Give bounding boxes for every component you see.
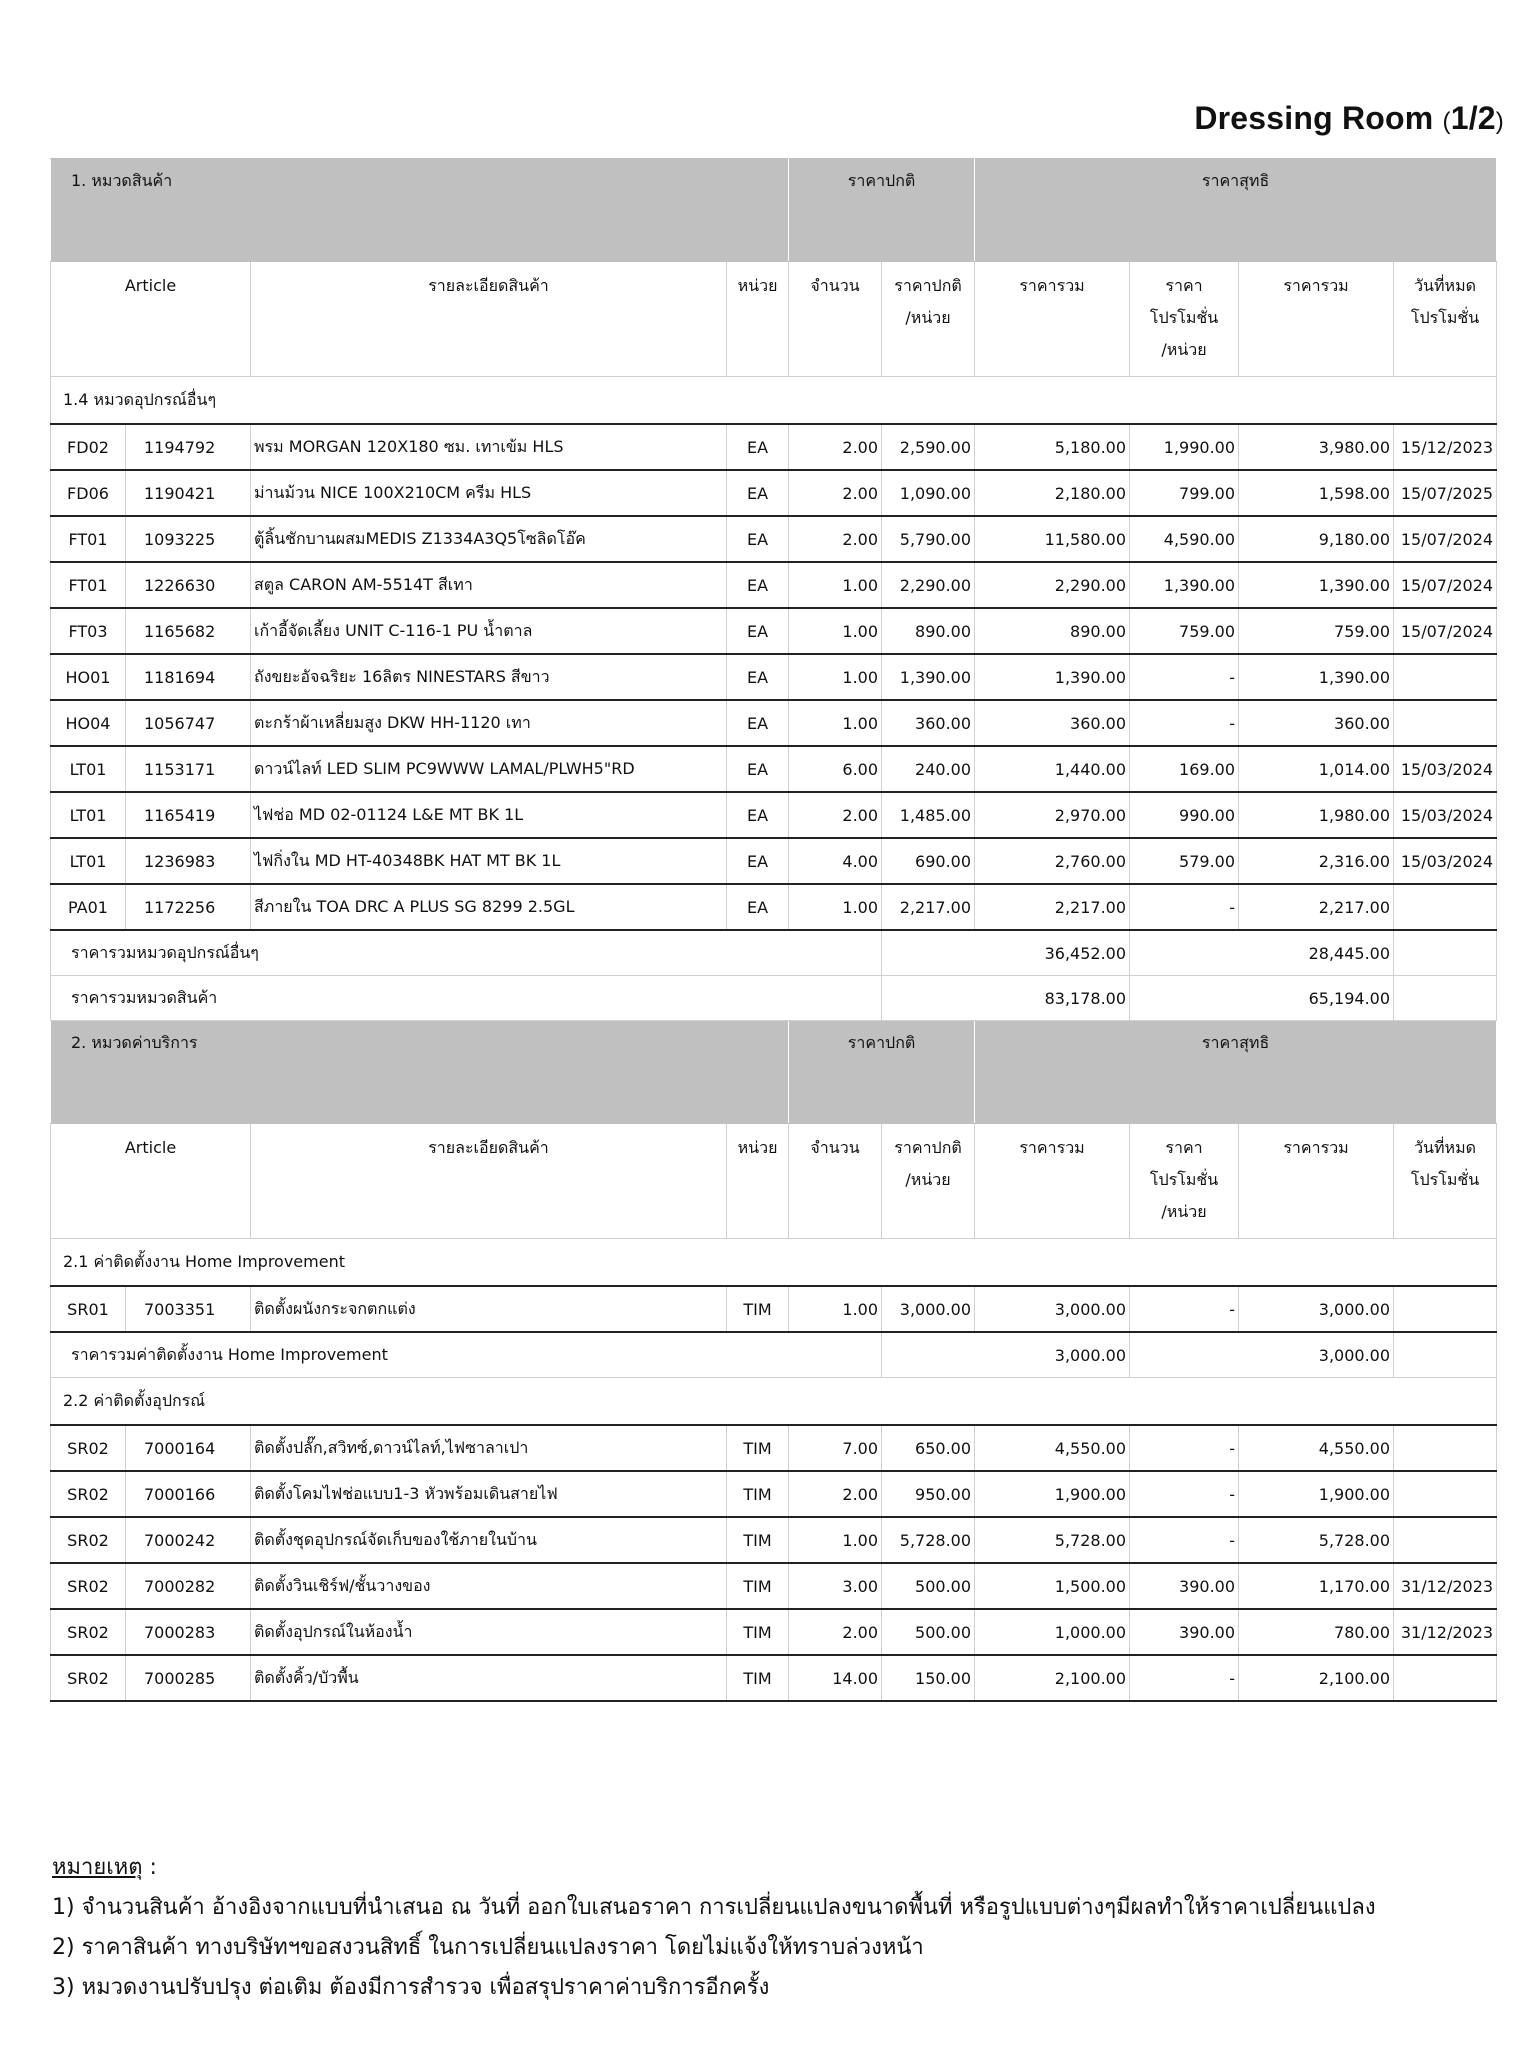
item-promo-price: - (1130, 884, 1239, 930)
item-net-total: 1,390.00 (1239, 562, 1394, 608)
item-promo-price: - (1130, 1655, 1239, 1701)
section-total-net: 65,194.00 (1130, 976, 1394, 1021)
item-promo-end (1394, 654, 1497, 700)
regular-price-header: ราคาปกติ (789, 1021, 975, 1124)
item-promo-end: 31/12/2023 (1394, 1609, 1497, 1655)
item-code: SR02 (51, 1471, 126, 1517)
table-row (51, 608, 1497, 654)
item-promo-end (1394, 1425, 1497, 1471)
col-description: รายละเอียดสินค้า (251, 1124, 727, 1239)
item-promo-price: 579.00 (1130, 838, 1239, 884)
item-code: LT01 (51, 838, 126, 884)
table-row (51, 654, 1497, 700)
item-unit-price: 2,217.00 (882, 884, 975, 930)
item-unit: EA (727, 470, 789, 516)
note-line: 3) หมวดงานปรับปรุง ต่อเติม ต้องมีการสำรวจ เพื่อสรุปราคาค่าบริการอีกครั้ง (52, 1975, 770, 2000)
item-net-total: 9,180.00 (1239, 516, 1394, 562)
item-net-total: 1,170.00 (1239, 1563, 1394, 1609)
section-total-regular: 83,178.00 (882, 976, 1130, 1021)
item-description: ถังขยะอัจฉริยะ 16ลิตร NINESTARS สีขาว (251, 654, 727, 700)
item-article: 1194792 (126, 424, 251, 470)
table-row (51, 884, 1497, 930)
table-row (51, 1471, 1497, 1517)
section-total-label: ราคารวมหมวดสินค้า (51, 976, 882, 1021)
item-qty: 7.00 (789, 1425, 882, 1471)
group-title: 1.4 หมวดอุปกรณ์อื่นๆ (51, 377, 1497, 425)
item-promo-end (1394, 1286, 1497, 1332)
table-row (51, 1425, 1497, 1471)
item-code: FD02 (51, 424, 126, 470)
item-total: 360.00 (975, 700, 1130, 746)
item-net-total: 2,316.00 (1239, 838, 1394, 884)
item-promo-end: 31/12/2023 (1394, 1563, 1497, 1609)
item-description: ตู้ลิ้นชักบานผสมMEDIS Z1334A3Q5โซลิดโอ๊ค (251, 516, 727, 562)
item-unit: EA (727, 700, 789, 746)
item-unit-price: 3,000.00 (882, 1286, 975, 1332)
item-description: ติดตั้งวินเชิร์ฟ/ชั้นวางของ (251, 1563, 727, 1609)
item-total: 1,440.00 (975, 746, 1130, 792)
item-promo-end (1394, 700, 1497, 746)
item-unit: EA (727, 562, 789, 608)
item-qty: 6.00 (789, 746, 882, 792)
item-code: SR02 (51, 1563, 126, 1609)
item-article: 7000282 (126, 1563, 251, 1609)
item-qty: 3.00 (789, 1563, 882, 1609)
item-net-total: 360.00 (1239, 700, 1394, 746)
item-net-total: 1,390.00 (1239, 654, 1394, 700)
item-promo-price: - (1130, 700, 1239, 746)
item-promo-end (1394, 1471, 1497, 1517)
section-total-row (51, 976, 1497, 1021)
item-article: 7000242 (126, 1517, 251, 1563)
header-line: วันที่หมด (1414, 1138, 1477, 1157)
group-total-empty (1394, 930, 1497, 976)
table-row (51, 700, 1497, 746)
item-description: สีภายใน TOA DRC A PLUS SG 8299 2.5GL (251, 884, 727, 930)
group-total-regular: 3,000.00 (882, 1332, 1130, 1378)
item-article: 1226630 (126, 562, 251, 608)
item-code: LT01 (51, 746, 126, 792)
item-unit: TIM (727, 1655, 789, 1701)
col-description: รายละเอียดสินค้า (251, 262, 727, 377)
section-total-empty (1394, 976, 1497, 1021)
item-qty: 2.00 (789, 1471, 882, 1517)
item-article: 1190421 (126, 470, 251, 516)
item-net-total: 2,100.00 (1239, 1655, 1394, 1701)
notes-section (52, 1848, 1376, 2008)
item-net-total: 1,014.00 (1239, 746, 1394, 792)
group-total-net: 28,445.00 (1130, 930, 1394, 976)
col-promo-end (1394, 1124, 1497, 1239)
table-row (51, 1609, 1497, 1655)
item-description: ติดตั้งคิ้ว/บัวพื้น (251, 1655, 727, 1701)
group-title: 2.2 ค่าติดตั้งอุปกรณ์ (51, 1378, 1497, 1426)
group-total-row (51, 930, 1497, 976)
item-code: FD06 (51, 470, 126, 516)
page-title (1194, 100, 1504, 137)
item-net-total: 780.00 (1239, 1609, 1394, 1655)
item-code: SR02 (51, 1609, 126, 1655)
item-unit-price: 500.00 (882, 1609, 975, 1655)
header-line: โปรโมชั่น (1149, 1170, 1219, 1189)
item-qty: 2.00 (789, 470, 882, 516)
item-unit: EA (727, 516, 789, 562)
item-description: ไฟช่อ MD 02-01124 L&E MT BK 1L (251, 792, 727, 838)
item-total: 2,290.00 (975, 562, 1130, 608)
item-promo-price: - (1130, 654, 1239, 700)
item-code: SR02 (51, 1655, 126, 1701)
item-unit: EA (727, 608, 789, 654)
header-line: โปรโมชั่น (1410, 1170, 1480, 1189)
item-qty: 2.00 (789, 424, 882, 470)
item-code: SR02 (51, 1425, 126, 1471)
item-code: FT03 (51, 608, 126, 654)
item-qty: 2.00 (789, 792, 882, 838)
item-qty: 1.00 (789, 654, 882, 700)
header-line: /หน่วย (1161, 340, 1207, 359)
item-total: 1,900.00 (975, 1471, 1130, 1517)
group-header-row (51, 377, 1497, 425)
item-unit-price: 5,728.00 (882, 1517, 975, 1563)
item-unit-price: 2,590.00 (882, 424, 975, 470)
note-line: 1) จำนวนสินค้า อ้างอิงจากแบบที่นำเสนอ ณ วันที่ ออกใบเสนอราคา การเปลี่ยนแปลงขนาดพื้นที่ หรือรูปแบบต่างๆมีผลทำให้ราคาเปลี่ยนแปลง (52, 1895, 1376, 1920)
item-article: 7000164 (126, 1425, 251, 1471)
item-net-total: 5,728.00 (1239, 1517, 1394, 1563)
item-description: ตะกร้าผ้าเหลี่ยมสูง DKW HH-1120 เทา (251, 700, 727, 746)
item-promo-end: 15/03/2024 (1394, 746, 1497, 792)
item-total: 1,390.00 (975, 654, 1130, 700)
table-row (51, 746, 1497, 792)
group-header-row (51, 1239, 1497, 1287)
item-qty: 1.00 (789, 1517, 882, 1563)
item-code: FT01 (51, 562, 126, 608)
item-description: สตูล CARON AM-5514T สีเทา (251, 562, 727, 608)
item-qty: 2.00 (789, 1609, 882, 1655)
table-row (51, 1286, 1497, 1332)
item-code: SR01 (51, 1286, 126, 1332)
title-page-number: 1/2 (1450, 100, 1496, 136)
header-line: ราคา (1165, 1138, 1203, 1157)
col-qty: จำนวน (789, 1124, 882, 1239)
item-unit: TIM (727, 1563, 789, 1609)
title-main: Dressing Room (1194, 100, 1434, 136)
section-header-row (51, 159, 1497, 262)
item-code: SR02 (51, 1517, 126, 1563)
item-qty: 1.00 (789, 562, 882, 608)
table-row (51, 1655, 1497, 1701)
item-promo-price: 799.00 (1130, 470, 1239, 516)
item-description: เก้าอี้จัดเลี้ยง UNIT C-116-1 PU น้ำตาล (251, 608, 727, 654)
item-code: HO04 (51, 700, 126, 746)
item-total: 2,760.00 (975, 838, 1130, 884)
item-promo-price: - (1130, 1471, 1239, 1517)
item-total: 1,500.00 (975, 1563, 1130, 1609)
col-article: Article (51, 262, 251, 377)
item-article: 1181694 (126, 654, 251, 700)
section-title: 2. หมวดค่าบริการ (51, 1021, 789, 1124)
note-line: 2) ราคาสินค้า ทางบริษัทฯขอสงวนสิทธิ์ ในการเปลี่ยนแปลงราคา โดยไม่แจ้งให้ทราบล่วงหน้า (52, 1935, 924, 1960)
section-title: 1. หมวดสินค้า (51, 159, 789, 262)
regular-price-header: ราคาปกติ (789, 159, 975, 262)
item-article: 1093225 (126, 516, 251, 562)
item-promo-price: 390.00 (1130, 1609, 1239, 1655)
col-net-total: ราคารวม (1239, 262, 1394, 377)
item-total: 3,000.00 (975, 1286, 1130, 1332)
group-total-row (51, 1332, 1497, 1378)
item-qty: 1.00 (789, 608, 882, 654)
item-description: ดาวน์ไลท์ LED SLIM PC9WWW LAMAL/PLWH5"RD (251, 746, 727, 792)
item-net-total: 2,217.00 (1239, 884, 1394, 930)
item-unit: TIM (727, 1471, 789, 1517)
section-header-row (51, 1021, 1497, 1124)
item-description: ติดตั้งชุดอุปกรณ์จัดเก็บของใช้ภายในบ้าน (251, 1517, 727, 1563)
item-promo-price: - (1130, 1517, 1239, 1563)
col-unit: หน่วย (727, 262, 789, 377)
item-unit: EA (727, 838, 789, 884)
col-promo-price (1130, 262, 1239, 377)
header-line: /หน่วย (1161, 1202, 1207, 1221)
item-promo-end: 15/07/2024 (1394, 608, 1497, 654)
table-row (51, 424, 1497, 470)
item-unit-price: 150.00 (882, 1655, 975, 1701)
item-article: 7000283 (126, 1609, 251, 1655)
item-promo-price: - (1130, 1286, 1239, 1332)
item-code: LT01 (51, 792, 126, 838)
item-total: 4,550.00 (975, 1425, 1130, 1471)
header-line: /หน่วย (905, 1170, 951, 1189)
header-line: ราคาปกติ (894, 276, 962, 295)
item-promo-end (1394, 884, 1497, 930)
item-total: 1,000.00 (975, 1609, 1130, 1655)
item-unit-price: 1,485.00 (882, 792, 975, 838)
header-line: /หน่วย (905, 308, 951, 327)
header-line: วันที่หมด (1414, 276, 1477, 295)
item-article: 1172256 (126, 884, 251, 930)
item-promo-price: 1,990.00 (1130, 424, 1239, 470)
item-article: 7000166 (126, 1471, 251, 1517)
item-unit-price: 1,090.00 (882, 470, 975, 516)
item-qty: 4.00 (789, 838, 882, 884)
col-unit: หน่วย (727, 1124, 789, 1239)
item-article: 7000285 (126, 1655, 251, 1701)
title-paren-close: ) (1495, 108, 1504, 135)
item-description: ติดตั้งผนังกระจกตกแต่ง (251, 1286, 727, 1332)
item-unit-price: 890.00 (882, 608, 975, 654)
col-unit-price (882, 1124, 975, 1239)
item-total: 11,580.00 (975, 516, 1130, 562)
col-total: ราคารวม (975, 1124, 1130, 1239)
item-promo-price: 390.00 (1130, 1563, 1239, 1609)
col-total: ราคารวม (975, 262, 1130, 377)
group-header-row (51, 1378, 1497, 1426)
item-promo-end (1394, 1655, 1497, 1701)
item-unit-price: 500.00 (882, 1563, 975, 1609)
item-unit: TIM (727, 1609, 789, 1655)
col-promo-price (1130, 1124, 1239, 1239)
item-article: 7003351 (126, 1286, 251, 1332)
item-description: พรม MORGAN 120X180 ซม. เทาเข้ม HLS (251, 424, 727, 470)
title-paren-open: ( (1442, 108, 1451, 135)
table-row (51, 838, 1497, 884)
table-row (51, 470, 1497, 516)
item-unit-price: 950.00 (882, 1471, 975, 1517)
net-price-header: ราคาสุทธิ (975, 159, 1497, 262)
col-unit-price (882, 262, 975, 377)
item-qty: 1.00 (789, 884, 882, 930)
item-promo-end (1394, 1517, 1497, 1563)
item-net-total: 1,598.00 (1239, 470, 1394, 516)
group-total-net: 3,000.00 (1130, 1332, 1394, 1378)
table-row (51, 562, 1497, 608)
item-unit-price: 360.00 (882, 700, 975, 746)
item-promo-price: 169.00 (1130, 746, 1239, 792)
item-code: PA01 (51, 884, 126, 930)
item-total: 5,180.00 (975, 424, 1130, 470)
item-article: 1165682 (126, 608, 251, 654)
group-total-empty (1394, 1332, 1497, 1378)
item-description: ติดตั้งอุปกรณ์ในห้องน้ำ (251, 1609, 727, 1655)
item-article: 1056747 (126, 700, 251, 746)
item-promo-price: 990.00 (1130, 792, 1239, 838)
item-promo-price: - (1130, 1425, 1239, 1471)
item-qty: 14.00 (789, 1655, 882, 1701)
item-qty: 1.00 (789, 1286, 882, 1332)
item-unit: EA (727, 746, 789, 792)
header-line: โปรโมชั่น (1410, 308, 1480, 327)
group-total-label: ราคารวมหมวดอุปกรณ์อื่นๆ (51, 930, 882, 976)
col-article: Article (51, 1124, 251, 1239)
item-article: 1153171 (126, 746, 251, 792)
item-unit: TIM (727, 1286, 789, 1332)
item-net-total: 3,980.00 (1239, 424, 1394, 470)
item-qty: 2.00 (789, 516, 882, 562)
notes-colon: : (142, 1855, 157, 1880)
item-description: ม่านม้วน NICE 100X210CM ครีม HLS (251, 470, 727, 516)
item-unit: TIM (727, 1517, 789, 1563)
item-total: 2,100.00 (975, 1655, 1130, 1701)
item-promo-end: 15/03/2024 (1394, 838, 1497, 884)
item-unit-price: 1,390.00 (882, 654, 975, 700)
item-promo-end: 15/03/2024 (1394, 792, 1497, 838)
column-header-row (51, 1124, 1497, 1239)
header-line: ราคา (1165, 276, 1203, 295)
item-unit-price: 690.00 (882, 838, 975, 884)
col-net-total: ราคารวม (1239, 1124, 1394, 1239)
item-unit: EA (727, 424, 789, 470)
item-unit: EA (727, 792, 789, 838)
item-total: 890.00 (975, 608, 1130, 654)
group-title: 2.1 ค่าติดตั้งงาน Home Improvement (51, 1239, 1497, 1287)
item-article: 1236983 (126, 838, 251, 884)
item-description: ติดตั้งปลั๊ก,สวิทซ์,ดาวน์ไลท์,ไฟซาลาเปา (251, 1425, 727, 1471)
header-line: ราคาปกติ (894, 1138, 962, 1157)
item-promo-end: 15/07/2025 (1394, 470, 1497, 516)
item-code: HO01 (51, 654, 126, 700)
item-unit: EA (727, 654, 789, 700)
column-header-row (51, 262, 1497, 377)
item-promo-end: 15/12/2023 (1394, 424, 1497, 470)
item-net-total: 759.00 (1239, 608, 1394, 654)
col-qty: จำนวน (789, 262, 882, 377)
item-promo-price: 4,590.00 (1130, 516, 1239, 562)
item-promo-end: 15/07/2024 (1394, 562, 1497, 608)
item-unit-price: 650.00 (882, 1425, 975, 1471)
item-unit-price: 5,790.00 (882, 516, 975, 562)
item-promo-end: 15/07/2024 (1394, 516, 1497, 562)
notes-heading: หมายเหตุ (52, 1855, 143, 1880)
item-unit-price: 240.00 (882, 746, 975, 792)
table-row (51, 516, 1497, 562)
item-unit-price: 2,290.00 (882, 562, 975, 608)
table-row (51, 1517, 1497, 1563)
item-total: 5,728.00 (975, 1517, 1130, 1563)
item-description: ไฟกิ่งใน MD HT-40348BK HAT MT BK 1L (251, 838, 727, 884)
item-net-total: 1,980.00 (1239, 792, 1394, 838)
item-net-total: 3,000.00 (1239, 1286, 1394, 1332)
item-unit: EA (727, 884, 789, 930)
group-total-regular: 36,452.00 (882, 930, 1130, 976)
group-total-label: ราคารวมค่าติดตั้งงาน Home Improvement (51, 1332, 882, 1378)
quotation-table (50, 158, 1497, 1702)
item-total: 2,180.00 (975, 470, 1130, 516)
item-article: 1165419 (126, 792, 251, 838)
header-line: โปรโมชั่น (1149, 308, 1219, 327)
table-row (51, 792, 1497, 838)
item-net-total: 1,900.00 (1239, 1471, 1394, 1517)
item-total: 2,217.00 (975, 884, 1130, 930)
item-code: FT01 (51, 516, 126, 562)
net-price-header: ราคาสุทธิ (975, 1021, 1497, 1124)
item-unit: TIM (727, 1425, 789, 1471)
item-promo-price: 1,390.00 (1130, 562, 1239, 608)
item-promo-price: 759.00 (1130, 608, 1239, 654)
item-qty: 1.00 (789, 700, 882, 746)
col-promo-end (1394, 262, 1497, 377)
item-description: ติดตั้งโคมไฟช่อแบบ1-3 หัวพร้อมเดินสายไฟ (251, 1471, 727, 1517)
table-row (51, 1563, 1497, 1609)
item-net-total: 4,550.00 (1239, 1425, 1394, 1471)
item-total: 2,970.00 (975, 792, 1130, 838)
